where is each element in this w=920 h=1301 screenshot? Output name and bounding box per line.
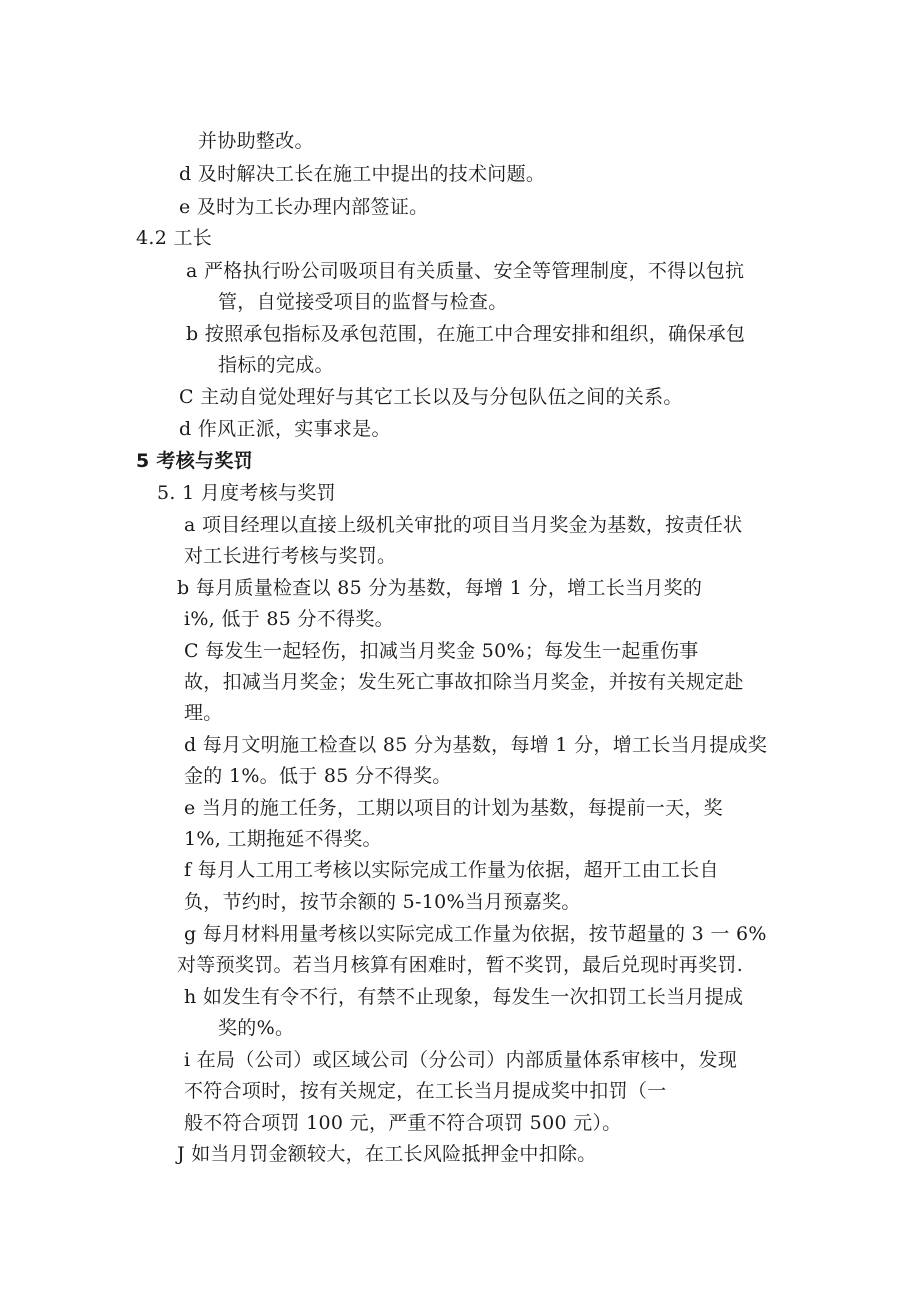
text-line: 指标的完成。 <box>218 354 334 376</box>
text-line: g 每月材料用量考核以实际完成工作量为依据，按节超量的 3 一 6% <box>184 923 767 945</box>
text-line: 负，节约时，按节余额的 5-10%当月预嘉奖。 <box>184 891 581 913</box>
text-line: b 按照承包指标及承包范围，在施工中合理安排和组织，确保承包 <box>186 323 746 345</box>
text-line: 故，扣减当月奖金；发生死亡事故扣除当月奖金，并按有关规定赴 <box>184 671 744 693</box>
text-line: C 每发生一起轻伤，扣减当月奖金 50%；每发生一起重伤事 <box>184 640 699 662</box>
text-line: 并协助整改。 <box>198 130 314 152</box>
text-line: a 项目经理以直接上级机关审批的项目当月奖金为基数，按责任状 <box>184 514 743 536</box>
text-line: J 如当月罚金额较大，在工长风险抵押金中扣除。 <box>177 1143 597 1165</box>
text-line: 不符合项时，按有关规定，在工长当月提成奖中扣罚（一 <box>184 1080 667 1102</box>
text-line: C 主动自觉处理好与其它工长以及与分包队伍之间的关系。 <box>179 386 683 408</box>
text-line: e 及时为工长办理内部签证。 <box>179 196 429 218</box>
text-line: i 在局（公司）或区域公司（分公司）内部质量体系审核中，发现 <box>184 1049 738 1071</box>
subsection-heading: 5. 1 月度考核与奖罚 <box>157 482 336 504</box>
section-heading: 4.2 工长 <box>136 227 213 249</box>
text-line: f 每月人工用工考核以实际完成工作量为依据，超开工由工长自 <box>184 859 719 881</box>
text-line: 金的 1%。低于 85 分不得奖。 <box>184 765 452 787</box>
text-line: 般不符合项罚 100 元，严重不符合项罚 500 元）。 <box>184 1112 622 1134</box>
text-line: d 每月文明施工检查以 85 分为基数，每增 1 分，增工长当月提成奖 <box>184 734 768 756</box>
text-line: h 如发生有令不行，有禁不止现象，每发生一次扣罚工长当月提成 <box>184 986 744 1008</box>
text-line: 对工长进行考核与奖罚。 <box>184 545 397 567</box>
text-line: 1%, 工期拖延不得奖。 <box>184 828 382 850</box>
chapter-heading: 5 考核与奖罚 <box>136 450 253 472</box>
text-line: 奖的%。 <box>218 1017 295 1039</box>
text-line: e 当月的施工任务，工期以项目的计划为基数，每提前一天，奖 <box>184 797 723 819</box>
text-line: b 每月质量检查以 85 分为基数，每增 1 分，增工长当月奖的 <box>177 577 703 599</box>
text-line: 管，自觉接受项目的监督与检查。 <box>218 291 508 313</box>
text-line: 理。 <box>184 702 223 724</box>
text-line: d 作风正派，实事求是。 <box>179 418 391 440</box>
text-line: 对等预奖罚。若当月核算有困难时，暂不奖罚，最后兑现时再奖罚. <box>177 954 744 976</box>
text-line: d 及时解决工长在施工中提出的技术问题。 <box>179 163 546 185</box>
text-line: a 严格执行吩公司吸项目有关质量、安全等管理制度，不得以包抗 <box>186 260 745 282</box>
text-line: i%, 低于 85 分不得奖。 <box>184 608 394 630</box>
